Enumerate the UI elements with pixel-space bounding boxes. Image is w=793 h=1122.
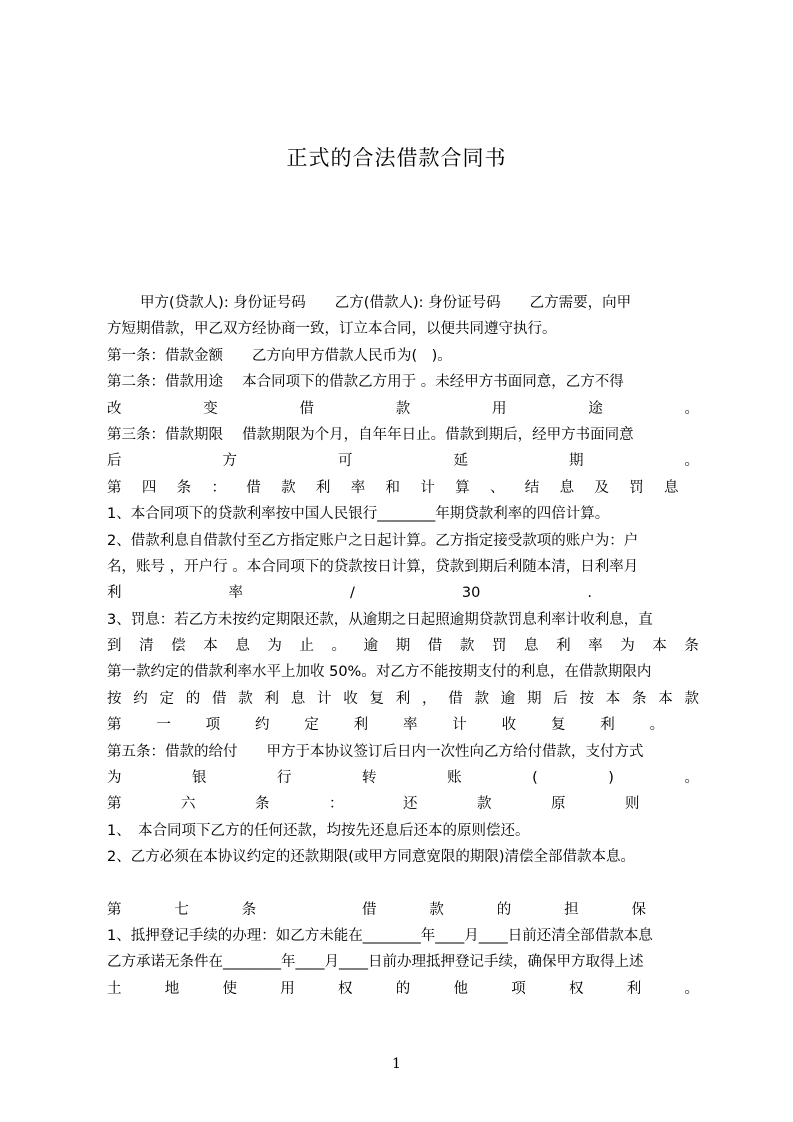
line-token: 定 — [159, 690, 174, 707]
line-token: 借 — [212, 690, 227, 707]
line-token: 息 — [559, 479, 575, 496]
line-token: 复 — [369, 690, 384, 707]
line-token: 率 — [228, 585, 243, 602]
line-token: 本 — [658, 690, 673, 707]
line-token: 借 — [246, 479, 261, 496]
line-token: 和 — [385, 479, 400, 496]
line-token: 担 — [564, 901, 579, 918]
text-line: 乙方承诺无条件在________年____月____日前办理抵押登记手续，确保甲方取得上述 — [107, 954, 644, 971]
line-token: 利 — [556, 638, 571, 655]
line-token: 约 — [133, 690, 148, 707]
line-token: 按 — [579, 690, 594, 707]
line-token: 转 — [362, 770, 377, 787]
text-line: 2、借款利息自借款付至乙方指定账户之日起计算。乙方指定接受款项的账户为：户 — [107, 532, 639, 549]
text-line: 1、本合同项下的贷款利率按中国人民银行________年期贷款利率的四倍计算。 — [107, 506, 610, 523]
line-token: 款 — [281, 479, 296, 496]
line-token: 率 — [588, 638, 603, 655]
line-token: 后 — [107, 453, 122, 470]
line-token: 借 — [448, 690, 463, 707]
text-line — [107, 475, 699, 501]
text-line: 第一款约定的借款利率水平上加收 50%。对乙方不能按期支付的利息，在借款期限内 — [107, 664, 652, 681]
line-token: 还 — [403, 796, 418, 813]
line-token: 延 — [453, 453, 468, 470]
line-token: 利 — [600, 717, 615, 734]
text-line — [107, 765, 699, 791]
line-token: 利 — [107, 585, 122, 602]
line-token: 权 — [338, 980, 353, 997]
contract-body — [107, 290, 699, 1002]
line-token: 途 — [588, 400, 603, 417]
line-token: 使 — [222, 980, 237, 997]
line-token: 行 — [277, 770, 292, 787]
line-token: 账 — [447, 770, 462, 787]
line-token: 。 — [684, 770, 699, 787]
line-token: 逾 — [363, 638, 379, 655]
text-line: 第二条：借款用途 本合同项下的借款乙方用于 。未经甲方书面同意，乙方不得 — [107, 374, 624, 391]
line-token: 息 — [235, 638, 250, 655]
line-token: ， — [422, 690, 437, 707]
text-line — [107, 712, 699, 738]
line-token: 地 — [164, 980, 180, 997]
text-line: 名，账号 ，开户行 。本合同项下的贷款按日计算，贷款到期后利随本清，日利率月 — [107, 558, 639, 575]
line-token: 第 — [107, 796, 122, 813]
line-token: 30 — [461, 585, 481, 602]
line-token: 到 — [107, 638, 122, 655]
line-token: 约 — [254, 717, 270, 734]
line-token: 、 — [489, 479, 505, 496]
line-token: 借 — [362, 901, 377, 918]
line-token: 。 — [331, 638, 347, 655]
line-token: 四 — [141, 479, 157, 496]
line-token: 息 — [524, 638, 539, 655]
text-line: 2、乙方必须在本协议约定的还款期限(或甲方同意宽限的期限)清偿全部借款本息。 — [107, 849, 636, 866]
line-token: 他 — [453, 980, 468, 997]
text-line — [107, 633, 699, 659]
line-token: 利 — [353, 717, 369, 734]
document-title: 正式的合法借款合同书 — [286, 146, 507, 170]
text-line — [107, 396, 699, 422]
line-token: 第 — [107, 479, 122, 496]
line-token: 权 — [569, 980, 584, 997]
line-token: 计 — [317, 690, 332, 707]
line-token: 期 — [395, 638, 411, 655]
line-token: 止 — [299, 638, 314, 655]
line-token: 保 — [631, 901, 646, 918]
line-token: 款 — [395, 400, 411, 417]
line-token: 及 — [594, 479, 609, 496]
line-token: 用 — [492, 400, 507, 417]
line-token: 款 — [684, 690, 699, 707]
line-token: 的 — [185, 690, 201, 707]
line-token: 方 — [222, 453, 237, 470]
line-token: 罚 — [629, 479, 644, 496]
line-token: 借 — [299, 400, 314, 417]
line-token: 。 — [684, 400, 699, 417]
line-token: 用 — [280, 980, 295, 997]
line-token: 为 — [267, 638, 282, 655]
line-token: 本 — [203, 638, 218, 655]
line-token: 偿 — [171, 638, 186, 655]
line-token: 第 — [107, 901, 122, 918]
line-token: 条 — [684, 638, 699, 655]
line-token: 后 — [553, 690, 568, 707]
line-token: 复 — [550, 717, 566, 734]
line-token: 。 — [684, 980, 699, 997]
line-token: 息 — [290, 690, 306, 707]
line-token: 按 — [107, 690, 122, 707]
line-token: 息 — [664, 479, 679, 496]
text-line: 3、罚息：若乙方未按约定期限还款，从逾期之日起照逾期贷款罚息利率计收利息，直 — [107, 611, 653, 628]
line-token: 款 — [429, 901, 444, 918]
line-token: 本 — [605, 690, 621, 707]
paragraph-gap — [107, 871, 699, 897]
line-token: 利 — [264, 690, 279, 707]
line-token: 变 — [203, 400, 218, 417]
line-token: 本 — [652, 638, 667, 655]
line-token: 则 — [625, 796, 640, 813]
line-token: 收 — [501, 717, 517, 734]
line-token: 率 — [350, 479, 366, 496]
line-token: 为 — [107, 770, 122, 787]
line-token: 改 — [107, 400, 122, 417]
text-line — [107, 686, 699, 712]
text-line: 方短期借款，甲乙双方经协商一致，订立本合同，以便共同遵守执行。 — [107, 321, 557, 338]
line-token: 款 — [238, 690, 253, 707]
line-token: 银 — [192, 770, 207, 787]
text-line — [107, 448, 699, 474]
line-token: 条 — [176, 479, 192, 496]
text-line — [107, 791, 699, 817]
line-token: 款 — [459, 638, 475, 655]
line-token: 计 — [420, 479, 435, 496]
line-token: 逾 — [500, 690, 516, 707]
line-token: 项 — [205, 717, 221, 734]
line-token: 定 — [304, 717, 319, 734]
line-token: 借 — [427, 638, 443, 655]
line-token: ) — [608, 770, 614, 787]
line-token: 款 — [474, 690, 489, 707]
line-token: 七 — [174, 901, 189, 918]
text-line: 1、 本合同项下乙方的任何还款，均按先还息后还本的原则偿还。 — [107, 822, 530, 839]
text-line — [107, 976, 699, 1002]
line-token: 清 — [139, 638, 154, 655]
line-token: 土 — [107, 980, 122, 997]
line-token: 。 — [684, 453, 699, 470]
line-token: 计 — [452, 717, 467, 734]
line-token: 可 — [338, 453, 353, 470]
line-token: 条 — [255, 796, 270, 813]
line-token: 一 — [156, 717, 171, 734]
line-token: 第 — [107, 717, 122, 734]
line-token: 。 — [649, 717, 665, 734]
line-token: 利 — [395, 690, 411, 707]
line-token: 结 — [524, 479, 540, 496]
line-token: 原 — [551, 796, 566, 813]
line-token: 项 — [511, 980, 526, 997]
line-token: 算 — [455, 479, 470, 496]
line-token: 收 — [343, 690, 358, 707]
line-token: . — [587, 585, 592, 602]
line-token: 的 — [395, 980, 411, 997]
line-token: 款 — [477, 796, 492, 813]
text-line: 第五条：借款的给付 甲方于本协议签订后日内一次性向乙方给付借款，支付方式 — [107, 743, 644, 760]
line-token: 罚 — [491, 638, 507, 655]
line-token: 利 — [626, 980, 642, 997]
text-line: 甲方(贷款人): 身份证号码 乙方(借款人): 身份证号码 乙方需要，向甲 — [140, 295, 632, 311]
line-token: 为 — [620, 638, 635, 655]
text-line: 第一条：借款金额 乙方向甲方借款人民币为( )。 — [107, 347, 452, 364]
text-line — [107, 897, 699, 923]
text-line: 1、抵押登记手续的办理：如乙方未能在________年____月____日前还清全部借款本息 — [107, 927, 653, 944]
line-token: 率 — [402, 717, 418, 734]
line-token: 条 — [632, 690, 647, 707]
line-token: 期 — [569, 453, 584, 470]
line-token: 条 — [241, 901, 257, 918]
line-token: 六 — [181, 796, 196, 813]
text-line — [107, 580, 699, 606]
line-token: ： — [329, 796, 344, 813]
line-token: 的 — [496, 901, 512, 918]
line-token: ( — [532, 770, 538, 787]
line-token: 利 — [315, 479, 331, 496]
page-number: 1 — [392, 1056, 401, 1072]
text-line: 第三条：借款期限 借款期限为个月，自年年日止。借款到期后，经甲方书面同意 — [107, 426, 634, 443]
line-token: / — [350, 585, 355, 602]
line-token: 期 — [527, 690, 542, 707]
line-token: ： — [211, 479, 226, 496]
